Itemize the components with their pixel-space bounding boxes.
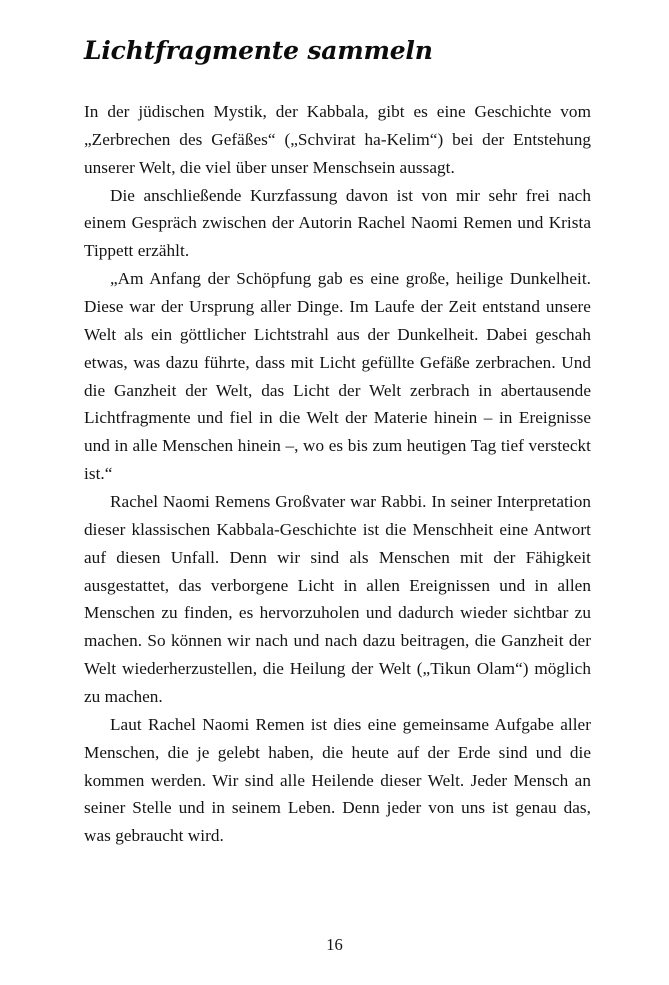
page-number: 16 — [326, 935, 343, 954]
paragraph: „Am Anfang der Schöpfung gab es eine große, heilige Dunkelheit. Diese war der Ursprung aller Dinge. Im Laufe der Zeit entstand unsere Welt als ein göttlicher Lichtstrahl aus der Dunkelheit. Dabei geschah etwas, was dazu führte, dass mit Licht gefüllte Gefäße zerbrachen. Und die Ganzheit der Welt, das Licht der Welt zerbrach in abertausende Lichtfragmente und fiel in die Welt der Materie hinein – in Ereignisse und in alle Menschen hinein –, wo es bis zum heutigen Tag tief versteckt ist.“ — [84, 269, 591, 484]
page-title: Lichtfragmente sammeln — [84, 36, 433, 65]
paragraph: Rachel Naomi Remens Großvater war Rabbi. In seiner Interpretation dieser klassischen Kabbala-Geschichte ist die Menschheit eine Antwort auf diesen Unfall. Denn wir sind als Menschen mit der Fähigkeit ausgestattet, das verborgene Licht in allen Ereignissen und in allen Menschen zu finden, es hervorzuholen und dadurch wieder sichtbar zu machen. So können wir nach und nach dazu beitragen, die Ganzheit der Welt wiederherzustellen, die Heilung der Welt („Tikun Olam“) möglich zu machen. — [84, 492, 591, 707]
paragraph: Die anschließende Kurzfassung davon ist von mir sehr frei nach einem Gespräch zwischen der Autorin Rachel Naomi Remen und Krista Tippett erzählt. — [84, 185, 591, 261]
paragraph: Laut Rachel Naomi Remen ist dies eine gemeinsame Aufgabe aller Menschen, die je gelebt haben, die heute auf der Erde sind und die kommen werden. Wir sind alle Heilende dieser Welt. Jeder Mensch an seiner Stelle und in seinem Leben. Denn jeder von uns ist genau das, was gebraucht wird. — [84, 714, 591, 846]
paragraph: In der jüdischen Mystik, der Kabbala, gibt es eine Geschichte vom „Zerbrechen des Gefäßes“ („Schvirat ha-Kelim“) bei der Entstehung unserer Welt, die viel über unser Menschsein aussagt. — [84, 102, 591, 177]
body-text — [84, 98, 591, 850]
